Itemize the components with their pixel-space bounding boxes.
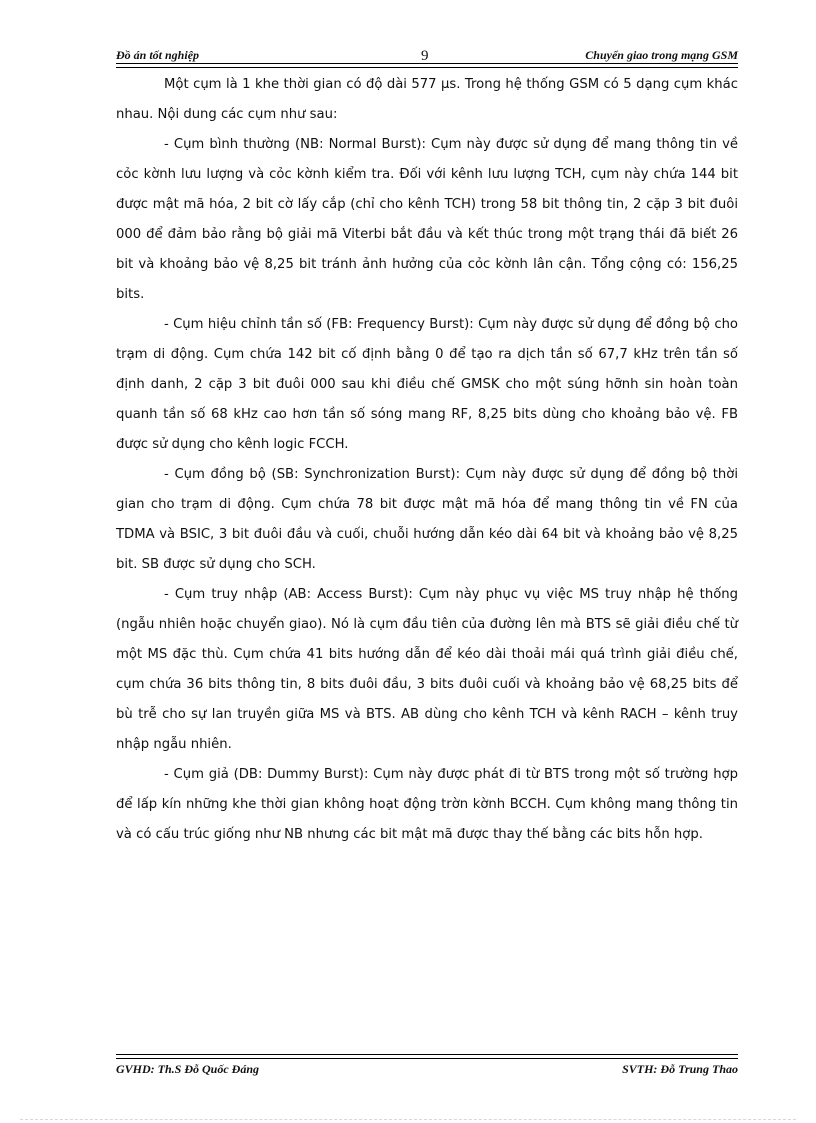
- paragraph-synchronization-burst: - Cụm đồng bộ (SB: Synchronization Burst): Cụm này được sử dụng để đồng bộ thời gian cho trạm di động. Cụm chứa 78 bit được mật mã hóa để mang thông tin về FN của TDMA và BSIC, 3 bit đuôi đầu và cuối, chuỗi hướng dẫn kéo dài 64 bit và khoảng bảo vệ 8,25 bit. SB được sử dụng cho SCH.: [116, 467, 738, 572]
- paragraph-intro: Một cụm là 1 khe thời gian có độ dài 577 µs. Trong hệ thống GSM có 5 dạng cụm khác nhau. Nội dung các cụm như sau:: [116, 77, 738, 122]
- paragraph-normal-burst: - Cụm bình thường (NB: Normal Burst): Cụm này được sử dụng để mang thông tin về cỏc kờnh lưu lượng và cỏc kờnh kiểm tra. Đối với kênh lưu lượng TCH, cụm này chứa 144 bit được mật mã hóa, 2 bit cờ lấy cắp (chỉ cho kênh TCH) trong 58 bit thông tin, 2 cặp 3 bit đuôi 000 để đảm bảo rằng bộ giải mã Viterbi bắt đầu và kết thúc trong một trạng thái đã biết 26 bit và khoảng bảo vệ 8,25 bit tránh ảnh hưởng của cỏc kờnh lân cận. Tổng cộng có: 156,25 bits.: [116, 137, 738, 302]
- page-header: [116, 44, 738, 64]
- page-edge-divider: [20, 1119, 796, 1120]
- page-body: [116, 70, 738, 850]
- footer-student: SVTH: Đỗ Trung Thao: [622, 1062, 738, 1076]
- page-footer: [116, 1062, 738, 1082]
- paragraph-frequency-burst: - Cụm hiệu chỉnh tần số (FB: Frequency Burst): Cụm này được sử dụng để đồng bộ cho trạm di động. Cụm chứa 142 bit cố định bằng 0 để tạo ra dịch tần số 67,7 kHz trên tần số định danh, 2 cặp 3 bit đuôi 000 sau khi điều chế GMSK cho một súng hỡnh sin hoàn toàn quanh tần số 68 kHz cao hơn tần số sóng mang RF, 8,25 bits dùng cho khoảng bảo vệ. FB được sử dụng cho kênh logic FCCH.: [116, 317, 738, 452]
- paragraph-dummy-burst: - Cụm giả (DB: Dummy Burst): Cụm này được phát đi từ BTS trong một số trường hợp để lấp kín những khe thời gian không hoạt động trờn kờnh BCCH. Cụm không mang thông tin và có cấu trúc giống như NB nhưng các bit mật mã được thay thế bằng các bits hỗn hợp.: [116, 767, 738, 842]
- header-title-right: Chuyển giao trong mạng GSM: [585, 48, 738, 62]
- footer-rule: [116, 1054, 738, 1059]
- header-title-left: Đồ án tốt nghiệp: [116, 48, 200, 62]
- footer-supervisor: GVHD: Th.S Đỗ Quốc Đáng: [116, 1062, 260, 1076]
- header-rule: [116, 63, 738, 68]
- page-number: 9: [421, 48, 429, 64]
- paragraph-access-burst: - Cụm truy nhập (AB: Access Burst): Cụm này phục vụ việc MS truy nhập hệ thống (ngẫu nhiên hoặc chuyển giao). Nó là cụm đầu tiên của đường lên mà BTS sẽ giải điều chế từ một MS đặc thù. Cụm chứa 41 bits hướng dẫn để kéo dài thoải mái quá trình giải điều chế, cụm chứa 36 bits thông tin, 8 bits đuôi đầu, 3 bits đuôi cuối và khoảng bảo vệ 68,25 bits để bù trễ cho sự lan truyền giữa MS và BTS. AB dùng cho kênh TCH và kênh RACH – kênh truy nhập ngẫu nhiên.: [116, 587, 738, 752]
